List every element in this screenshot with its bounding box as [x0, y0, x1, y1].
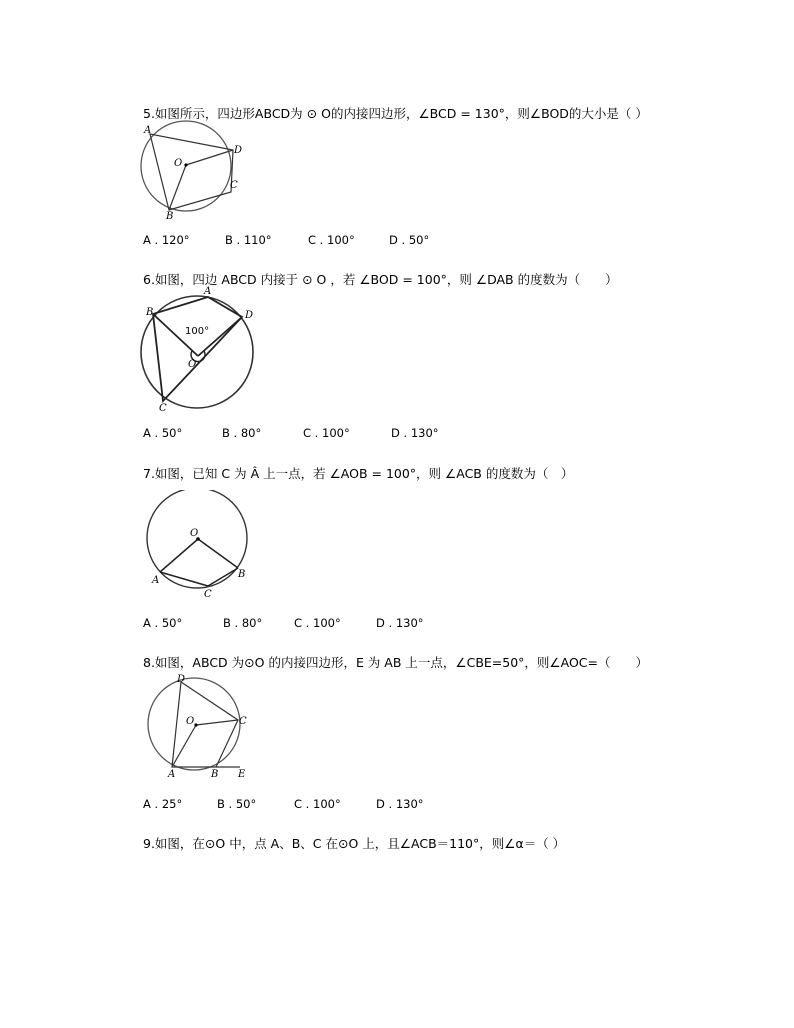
question-7-figure: [145, 490, 255, 602]
option-a[interactable]: A . 50°: [143, 426, 183, 440]
label-B: B: [166, 211, 174, 222]
option-c[interactable]: C . 100°: [308, 233, 355, 247]
quadrilateral-ABCD: [153, 297, 242, 401]
label-A: A: [144, 125, 152, 136]
option-d[interactable]: D . 130°: [391, 426, 439, 440]
option-b[interactable]: B . 80°: [223, 616, 263, 630]
label-O: O: [190, 528, 199, 539]
label-C: C: [204, 589, 212, 600]
question-5-figure: [138, 120, 248, 224]
label-B: B: [211, 769, 219, 780]
label-B: B: [238, 569, 246, 580]
label-A: A: [152, 575, 160, 586]
segment-OA: [160, 539, 198, 572]
option-c[interactable]: C . 100°: [294, 616, 341, 630]
label-A: A: [204, 286, 212, 297]
segment-OB: [169, 165, 186, 210]
question-5-text: 5.如图所示，四边形ABCD为 ⊙ O的内接四边形，∠BCD = 130°，则∠BOD的大小是（ ）: [143, 106, 648, 121]
label-D: D: [234, 145, 243, 156]
center-point: [184, 163, 187, 166]
option-d[interactable]: D . 50°: [389, 233, 430, 247]
question-9-text: 9.如图，在⊙O 中，点 A、B、C 在⊙O 上，且∠ACB＝110°，则∠α＝（ ）: [143, 836, 566, 851]
label-E: E: [238, 769, 246, 780]
label-D: D: [245, 310, 254, 321]
option-c[interactable]: C . 100°: [294, 797, 341, 811]
question-8-text: 8.如图，ABCD 为⊙O 的内接四边形，E 为 AB 上一点，∠CBE=50°，则∠AOC=（ ）: [143, 655, 649, 670]
option-b[interactable]: B . 110°: [225, 233, 272, 247]
question-8-figure: [144, 672, 256, 782]
segment-CB: [208, 568, 238, 586]
label-O: O: [188, 359, 197, 370]
option-d[interactable]: D . 130°: [376, 616, 424, 630]
question-6-text: 6.如图，四边 ABCD 内接于 ⊙ O ，若 ∠BOD = 100°，则 ∠DAB 的度数为（ ）: [143, 272, 618, 287]
segment-OB: [198, 539, 238, 568]
segment-OD: [186, 150, 233, 165]
label-D: D: [177, 674, 186, 685]
option-b[interactable]: B . 80°: [222, 426, 262, 440]
option-a[interactable]: A . 50°: [143, 616, 183, 630]
label-O: O: [174, 158, 183, 169]
option-c[interactable]: C . 100°: [303, 426, 350, 440]
label-C: C: [159, 403, 167, 414]
option-a[interactable]: A . 120°: [143, 233, 190, 247]
quadrilateral-ABCD: [150, 134, 233, 210]
angle-label: 100°: [185, 326, 210, 337]
label-A: A: [168, 769, 176, 780]
question-6-figure: [138, 284, 263, 414]
question-7-text: 7.如图，已知 C 为 Â 上一点，若 ∠AOB = 100°，则 ∠ACB 的度数为（ ）: [143, 466, 574, 481]
option-d[interactable]: D . 130°: [376, 797, 424, 811]
label-O: O: [186, 716, 195, 727]
segment-OC: [196, 720, 238, 725]
label-C: C: [230, 180, 238, 191]
option-b[interactable]: B . 50°: [217, 797, 257, 811]
center-point: [194, 723, 197, 726]
label-B: B: [146, 307, 154, 318]
label-C: C: [239, 716, 247, 727]
option-a[interactable]: A . 25°: [143, 797, 183, 811]
